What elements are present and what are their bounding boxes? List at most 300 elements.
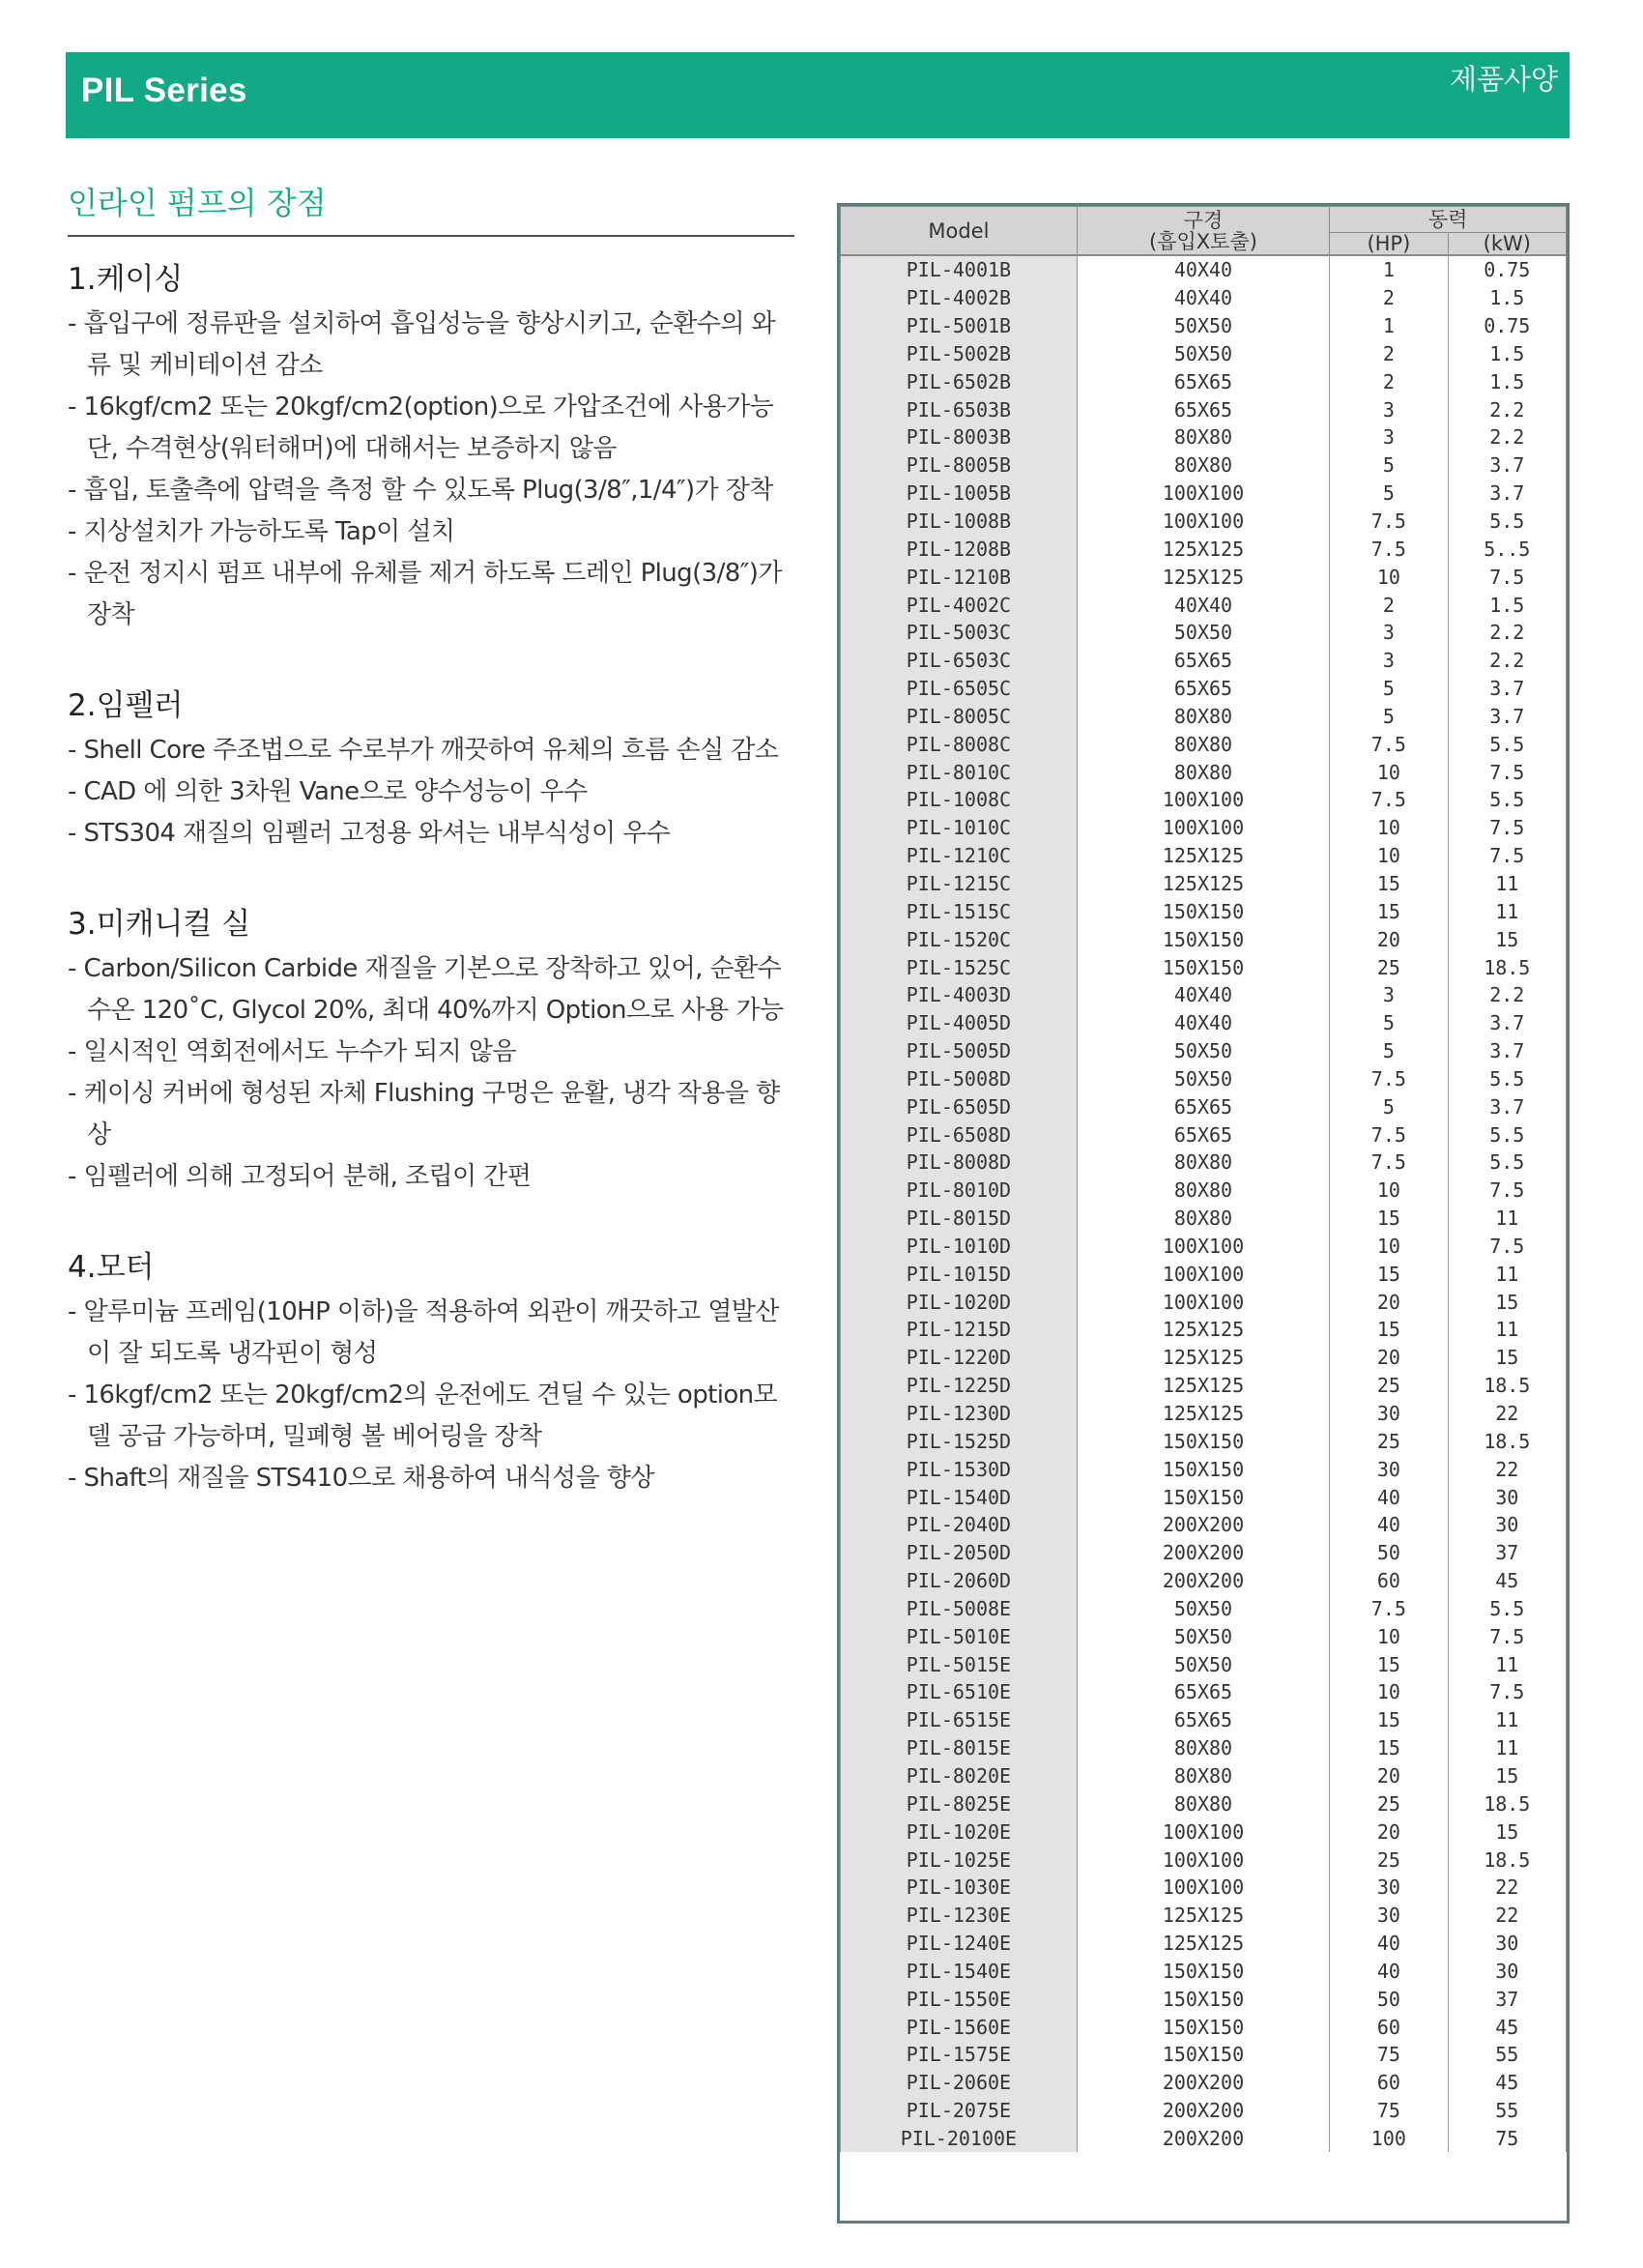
cell-bore: 50X50 xyxy=(1077,340,1329,368)
advantage-item: - 흡입구에 정류판을 설치하여 흡입성능을 향상시키고, 순환수의 와류 및 케비테이션 감소 xyxy=(68,309,776,380)
table-row xyxy=(841,1120,1567,1149)
cell-bore: 40X40 xyxy=(1077,981,1329,1009)
cell-hp: 7.5 xyxy=(1330,1064,1448,1092)
cell-hp: 10 xyxy=(1330,1233,1448,1261)
cell-bore: 100X100 xyxy=(1077,1846,1329,1874)
cell-kw: 3.7 xyxy=(1448,675,1566,703)
cell-bore: 65X65 xyxy=(1077,1092,1329,1120)
advantage-section-title: 2.임펠러 xyxy=(68,688,184,723)
cell-model: PIL-1560E xyxy=(841,2013,1078,2041)
table-row xyxy=(841,703,1567,731)
table-row xyxy=(841,1539,1567,1567)
table-row xyxy=(841,1985,1567,2013)
cell-bore: 125X125 xyxy=(1077,1316,1329,1344)
advantages-sections xyxy=(68,254,794,1499)
section-label: 제품사양 xyxy=(1449,63,1558,96)
cell-kw: 2.2 xyxy=(1448,619,1566,647)
cell-model: PIL-8020E xyxy=(841,1762,1078,1790)
table-row xyxy=(841,897,1567,925)
cell-model: PIL-2050D xyxy=(841,1539,1078,1567)
cell-kw: 18.5 xyxy=(1448,1427,1566,1455)
cell-hp: 10 xyxy=(1330,1622,1448,1650)
cell-model: PIL-6503C xyxy=(841,647,1078,675)
table-row xyxy=(841,1817,1567,1846)
cell-kw: 75 xyxy=(1448,2125,1566,2153)
cell-hp: 15 xyxy=(1330,897,1448,925)
cell-kw: 11 xyxy=(1448,1734,1566,1762)
cell-kw: 22 xyxy=(1448,1455,1566,1483)
cell-bore: 50X50 xyxy=(1077,619,1329,647)
table-row xyxy=(841,1344,1567,1372)
advantage-section-title: 1.케이싱 xyxy=(68,262,184,297)
cell-bore: 50X50 xyxy=(1077,1622,1329,1650)
cell-model: PIL-1215D xyxy=(841,1316,1078,1344)
cell-kw: 5..5 xyxy=(1448,535,1566,563)
cell-hp: 30 xyxy=(1330,1455,1448,1483)
cell-kw: 3.7 xyxy=(1448,1009,1566,1037)
cell-bore: 200X200 xyxy=(1077,2125,1329,2153)
cell-kw: 7.5 xyxy=(1448,1177,1566,1205)
cell-hp: 15 xyxy=(1330,1734,1448,1762)
cell-model: PIL-8008C xyxy=(841,730,1078,758)
cell-bore: 150X150 xyxy=(1077,1957,1329,1985)
cell-kw: 18.5 xyxy=(1448,1372,1566,1400)
cell-kw: 11 xyxy=(1448,897,1566,925)
advantage-item: - 16kgf/cm2 또는 20kgf/cm2(option)으로 가압조건에 사용가능 단, 수격현상(워터해머)에 대해서는 보증하지 않음 xyxy=(68,393,774,463)
cell-hp: 2 xyxy=(1330,340,1448,368)
cell-kw: 3.7 xyxy=(1448,1092,1566,1120)
cell-hp: 5 xyxy=(1330,675,1448,703)
cell-hp: 40 xyxy=(1330,1957,1448,1985)
cell-bore: 50X50 xyxy=(1077,1037,1329,1065)
cell-hp: 10 xyxy=(1330,814,1448,842)
cell-bore: 150X150 xyxy=(1077,1483,1329,1511)
cell-hp: 10 xyxy=(1330,563,1448,591)
cell-model: PIL-1008C xyxy=(841,786,1078,814)
cell-hp: 5 xyxy=(1330,1009,1448,1037)
cell-hp: 60 xyxy=(1330,2013,1448,2041)
cell-kw: 15 xyxy=(1448,1817,1566,1846)
cell-hp: 2 xyxy=(1330,591,1448,619)
cell-model: PIL-4005D xyxy=(841,1009,1078,1037)
cell-kw: 5.5 xyxy=(1448,1149,1566,1177)
cell-model: PIL-5008E xyxy=(841,1595,1078,1623)
advantage-item: - Carbon/Silicon Carbide 재질을 기본으로 장착하고 있어, 순환수 수온 120˚C, Glycol 20%, 최대 40%까지 Option으로 사용 가능 xyxy=(68,954,784,1025)
cell-hp: 20 xyxy=(1330,925,1448,953)
cell-kw: 2.2 xyxy=(1448,423,1566,451)
cell-model: PIL-8008D xyxy=(841,1149,1078,1177)
cell-model: PIL-8005B xyxy=(841,451,1078,480)
advantages-heading: 인라인 펌프의 장점 xyxy=(68,179,794,237)
cell-hp: 3 xyxy=(1330,423,1448,451)
cell-kw: 22 xyxy=(1448,1874,1566,1902)
cell-model: PIL-6505C xyxy=(841,675,1078,703)
advantage-item: - 알루미늄 프레임(10HP 이하)을 적용하여 외관이 깨끗하고 열발산이 잘 되도록 냉각핀이 형성 xyxy=(68,1297,779,1368)
table-row xyxy=(841,953,1567,981)
cell-bore: 200X200 xyxy=(1077,1567,1329,1595)
cell-hp: 25 xyxy=(1330,1846,1448,1874)
cell-hp: 25 xyxy=(1330,1372,1448,1400)
cell-model: PIL-1015D xyxy=(841,1260,1078,1288)
table-row xyxy=(841,1706,1567,1734)
cell-kw: 2.2 xyxy=(1448,981,1566,1009)
table-row xyxy=(841,1957,1567,1985)
table-row xyxy=(841,2041,1567,2069)
table-row xyxy=(841,1205,1567,1233)
cell-bore: 80X80 xyxy=(1077,1177,1329,1205)
advantages-panel xyxy=(68,179,794,1544)
cell-kw: 5.5 xyxy=(1448,730,1566,758)
cell-kw: 7.5 xyxy=(1448,1233,1566,1261)
cell-bore: 40X40 xyxy=(1077,591,1329,619)
cell-model: PIL-1230D xyxy=(841,1400,1078,1428)
cell-kw: 2.2 xyxy=(1448,395,1566,423)
cell-bore: 125X125 xyxy=(1077,1400,1329,1428)
cell-bore: 65X65 xyxy=(1077,367,1329,395)
cell-kw: 3.7 xyxy=(1448,480,1566,508)
cell-bore: 65X65 xyxy=(1077,1120,1329,1149)
cell-model: PIL-6508D xyxy=(841,1120,1078,1149)
series-title: PIL Series xyxy=(81,72,247,109)
cell-hp: 7.5 xyxy=(1330,1120,1448,1149)
cell-kw: 30 xyxy=(1448,1483,1566,1511)
cell-model: PIL-1010D xyxy=(841,1233,1078,1261)
table-row xyxy=(841,395,1567,423)
cell-bore: 150X150 xyxy=(1077,897,1329,925)
cell-hp: 2 xyxy=(1330,367,1448,395)
cell-model: PIL-5008D xyxy=(841,1064,1078,1092)
cell-model: PIL-5002B xyxy=(841,340,1078,368)
cell-hp: 15 xyxy=(1330,1650,1448,1678)
advantage-list xyxy=(68,730,794,855)
cell-model: PIL-5001B xyxy=(841,312,1078,340)
header-power: 동력 xyxy=(1330,207,1567,233)
cell-hp: 5 xyxy=(1330,1037,1448,1065)
cell-hp: 75 xyxy=(1330,2097,1448,2125)
cell-hp: 3 xyxy=(1330,647,1448,675)
table-row xyxy=(841,535,1567,563)
cell-bore: 100X100 xyxy=(1077,508,1329,536)
cell-hp: 60 xyxy=(1330,2069,1448,2097)
page-header xyxy=(66,52,1570,138)
table-row xyxy=(841,1092,1567,1120)
cell-model: PIL-2060D xyxy=(841,1567,1078,1595)
table-row xyxy=(841,1762,1567,1790)
cell-hp: 15 xyxy=(1330,870,1448,898)
cell-bore: 100X100 xyxy=(1077,814,1329,842)
cell-hp: 3 xyxy=(1330,981,1448,1009)
cell-kw: 37 xyxy=(1448,1539,1566,1567)
advantage-item: - 케이싱 커버에 형성된 자체 Flushing 구멍은 윤활, 냉각 작용을 향상 xyxy=(68,1079,780,1149)
table-row xyxy=(841,367,1567,395)
cell-kw: 22 xyxy=(1448,1400,1566,1428)
cell-bore: 80X80 xyxy=(1077,1149,1329,1177)
cell-kw: 3.7 xyxy=(1448,703,1566,731)
table-row xyxy=(841,2125,1567,2153)
cell-hp: 7.5 xyxy=(1330,1595,1448,1623)
header-bore xyxy=(1077,207,1329,256)
table-row xyxy=(841,1595,1567,1623)
table-row xyxy=(841,1316,1567,1344)
cell-hp: 30 xyxy=(1330,1902,1448,1930)
cell-hp: 5 xyxy=(1330,1092,1448,1120)
cell-model: PIL-8003B xyxy=(841,423,1078,451)
advantage-item: - 운전 정지시 펌프 내부에 유체를 제거 하도록 드레인 Plug(3/8″)가 장착 xyxy=(68,559,782,629)
advantage-section xyxy=(68,1242,794,1499)
cell-hp: 15 xyxy=(1330,1316,1448,1344)
cell-bore: 50X50 xyxy=(1077,1595,1329,1623)
cell-model: PIL-2040D xyxy=(841,1511,1078,1539)
cell-kw: 11 xyxy=(1448,1205,1566,1233)
table-row xyxy=(841,1455,1567,1483)
cell-model: PIL-1020E xyxy=(841,1817,1078,1846)
cell-model: PIL-1025E xyxy=(841,1846,1078,1874)
cell-hp: 40 xyxy=(1330,1511,1448,1539)
table-row xyxy=(841,423,1567,451)
cell-bore: 50X50 xyxy=(1077,312,1329,340)
cell-kw: 55 xyxy=(1448,2097,1566,2125)
table-row xyxy=(841,1789,1567,1817)
table-row xyxy=(841,591,1567,619)
header-kw: (kW) xyxy=(1448,233,1566,256)
table-row xyxy=(841,1177,1567,1205)
table-row xyxy=(841,842,1567,870)
cell-kw: 18.5 xyxy=(1448,1789,1566,1817)
cell-model: PIL-1225D xyxy=(841,1372,1078,1400)
table-row xyxy=(841,2013,1567,2041)
cell-model: PIL-4002C xyxy=(841,591,1078,619)
cell-bore: 125X125 xyxy=(1077,842,1329,870)
cell-bore: 80X80 xyxy=(1077,730,1329,758)
table-row xyxy=(841,647,1567,675)
cell-bore: 150X150 xyxy=(1077,1455,1329,1483)
cell-bore: 125X125 xyxy=(1077,1344,1329,1372)
cell-model: PIL-1520C xyxy=(841,925,1078,953)
header-model: Model xyxy=(841,207,1078,256)
cell-model: PIL-8010C xyxy=(841,758,1078,786)
spec-table xyxy=(840,206,1567,2152)
cell-bore: 150X150 xyxy=(1077,953,1329,981)
table-row xyxy=(841,1233,1567,1261)
table-row xyxy=(841,619,1567,647)
cell-kw: 5.5 xyxy=(1448,786,1566,814)
cell-model: PIL-1540E xyxy=(841,1957,1078,1985)
table-row xyxy=(841,1009,1567,1037)
table-row xyxy=(841,814,1567,842)
cell-model: PIL-4001B xyxy=(841,255,1078,284)
cell-kw: 3.7 xyxy=(1448,451,1566,480)
table-row xyxy=(841,1874,1567,1902)
cell-bore: 200X200 xyxy=(1077,2097,1329,2125)
cell-hp: 60 xyxy=(1330,1567,1448,1595)
cell-kw: 7.5 xyxy=(1448,1678,1566,1706)
cell-hp: 30 xyxy=(1330,1874,1448,1902)
cell-kw: 5.5 xyxy=(1448,508,1566,536)
cell-kw: 45 xyxy=(1448,1567,1566,1595)
cell-kw: 11 xyxy=(1448,1260,1566,1288)
cell-hp: 20 xyxy=(1330,1762,1448,1790)
cell-model: PIL-1550E xyxy=(841,1985,1078,2013)
cell-hp: 40 xyxy=(1330,1930,1448,1958)
cell-bore: 150X150 xyxy=(1077,925,1329,953)
cell-kw: 7.5 xyxy=(1448,563,1566,591)
cell-bore: 40X40 xyxy=(1077,1009,1329,1037)
cell-hp: 10 xyxy=(1330,842,1448,870)
table-row xyxy=(841,563,1567,591)
cell-kw: 2.2 xyxy=(1448,647,1566,675)
cell-model: PIL-5015E xyxy=(841,1650,1078,1678)
table-row xyxy=(841,675,1567,703)
table-row xyxy=(841,451,1567,480)
advantage-item: - CAD 에 의한 3차원 Vane으로 양수성능이 우수 xyxy=(68,777,588,806)
cell-kw: 15 xyxy=(1448,1762,1566,1790)
cell-kw: 5.5 xyxy=(1448,1120,1566,1149)
cell-model: PIL-8025E xyxy=(841,1789,1078,1817)
cell-model: PIL-1208B xyxy=(841,535,1078,563)
cell-model: PIL-5003C xyxy=(841,619,1078,647)
cell-hp: 7.5 xyxy=(1330,535,1448,563)
cell-bore: 80X80 xyxy=(1077,758,1329,786)
cell-bore: 125X125 xyxy=(1077,1930,1329,1958)
cell-bore: 150X150 xyxy=(1077,2013,1329,2041)
cell-model: PIL-6502B xyxy=(841,367,1078,395)
cell-bore: 125X125 xyxy=(1077,1372,1329,1400)
cell-kw: 5.5 xyxy=(1448,1595,1566,1623)
cell-bore: 65X65 xyxy=(1077,675,1329,703)
advantage-item: - 흡입, 토출측에 압력을 측정 할 수 있도록 Plug(3/8″,1/4″)가 장착 xyxy=(68,476,773,505)
table-row xyxy=(841,981,1567,1009)
cell-kw: 30 xyxy=(1448,1930,1566,1958)
cell-hp: 10 xyxy=(1330,758,1448,786)
cell-kw: 45 xyxy=(1448,2013,1566,2041)
advantage-section xyxy=(68,899,794,1198)
cell-hp: 7.5 xyxy=(1330,730,1448,758)
cell-bore: 50X50 xyxy=(1077,1650,1329,1678)
table-row xyxy=(841,1511,1567,1539)
table-row xyxy=(841,730,1567,758)
cell-bore: 150X150 xyxy=(1077,1427,1329,1455)
cell-bore: 65X65 xyxy=(1077,395,1329,423)
cell-bore: 65X65 xyxy=(1077,1678,1329,1706)
cell-kw: 3.7 xyxy=(1448,1037,1566,1065)
cell-kw: 11 xyxy=(1448,1706,1566,1734)
cell-bore: 40X40 xyxy=(1077,255,1329,284)
cell-model: PIL-1575E xyxy=(841,2041,1078,2069)
cell-hp: 25 xyxy=(1330,953,1448,981)
cell-hp: 50 xyxy=(1330,1985,1448,2013)
cell-model: PIL-8015E xyxy=(841,1734,1078,1762)
cell-kw: 5.5 xyxy=(1448,1064,1566,1092)
table-row xyxy=(841,1650,1567,1678)
cell-bore: 100X100 xyxy=(1077,1817,1329,1846)
cell-kw: 1.5 xyxy=(1448,591,1566,619)
cell-kw: 1.5 xyxy=(1448,284,1566,312)
cell-bore: 80X80 xyxy=(1077,1789,1329,1817)
table-row xyxy=(841,1902,1567,1930)
cell-bore: 125X125 xyxy=(1077,870,1329,898)
cell-hp: 10 xyxy=(1330,1177,1448,1205)
cell-hp: 3 xyxy=(1330,619,1448,647)
cell-bore: 80X80 xyxy=(1077,423,1329,451)
cell-kw: 45 xyxy=(1448,2069,1566,2097)
cell-hp: 20 xyxy=(1330,1288,1448,1316)
cell-hp: 20 xyxy=(1330,1344,1448,1372)
spec-table-container xyxy=(837,203,1570,2224)
advantage-item: - 일시적인 역회전에서도 누수가 되지 않음 xyxy=(68,1037,516,1066)
table-row xyxy=(841,1288,1567,1316)
cell-bore: 80X80 xyxy=(1077,451,1329,480)
advantage-section xyxy=(68,254,794,636)
table-row xyxy=(841,1149,1567,1177)
table-row xyxy=(841,1260,1567,1288)
cell-bore: 80X80 xyxy=(1077,1734,1329,1762)
cell-model: PIL-1005B xyxy=(841,480,1078,508)
table-row xyxy=(841,284,1567,312)
cell-bore: 125X125 xyxy=(1077,535,1329,563)
cell-model: PIL-4002B xyxy=(841,284,1078,312)
cell-model: PIL-5010E xyxy=(841,1622,1078,1650)
spec-table-body xyxy=(841,255,1567,2152)
cell-model: PIL-1530D xyxy=(841,1455,1078,1483)
cell-kw: 1.5 xyxy=(1448,367,1566,395)
cell-kw: 7.5 xyxy=(1448,1622,1566,1650)
cell-hp: 5 xyxy=(1330,451,1448,480)
cell-model: PIL-8010D xyxy=(841,1177,1078,1205)
cell-kw: 11 xyxy=(1448,1650,1566,1678)
cell-hp: 7.5 xyxy=(1330,508,1448,536)
cell-bore: 40X40 xyxy=(1077,284,1329,312)
cell-hp: 25 xyxy=(1330,1427,1448,1455)
cell-model: PIL-1525D xyxy=(841,1427,1078,1455)
cell-kw: 7.5 xyxy=(1448,842,1566,870)
table-row xyxy=(841,480,1567,508)
cell-bore: 100X100 xyxy=(1077,786,1329,814)
cell-model: PIL-1215C xyxy=(841,870,1078,898)
cell-hp: 100 xyxy=(1330,2125,1448,2153)
cell-bore: 65X65 xyxy=(1077,1706,1329,1734)
table-row xyxy=(841,1483,1567,1511)
table-row xyxy=(841,1064,1567,1092)
cell-model: PIL-20100E xyxy=(841,2125,1078,2153)
cell-hp: 1 xyxy=(1330,255,1448,284)
cell-kw: 15 xyxy=(1448,1344,1566,1372)
cell-hp: 15 xyxy=(1330,1260,1448,1288)
cell-kw: 15 xyxy=(1448,925,1566,953)
cell-hp: 50 xyxy=(1330,1539,1448,1567)
advantage-section xyxy=(68,681,794,855)
cell-kw: 1.5 xyxy=(1448,340,1566,368)
cell-hp: 7.5 xyxy=(1330,1149,1448,1177)
cell-model: PIL-1515C xyxy=(841,897,1078,925)
table-row xyxy=(841,1567,1567,1595)
cell-kw: 7.5 xyxy=(1448,814,1566,842)
cell-bore: 100X100 xyxy=(1077,1233,1329,1261)
cell-bore: 80X80 xyxy=(1077,1205,1329,1233)
cell-kw: 22 xyxy=(1448,1902,1566,1930)
table-row xyxy=(841,1846,1567,1874)
cell-bore: 100X100 xyxy=(1077,1260,1329,1288)
table-row xyxy=(841,1734,1567,1762)
cell-bore: 200X200 xyxy=(1077,1539,1329,1567)
header-bore-sub: (흡입X토출) xyxy=(1149,229,1257,253)
cell-bore: 150X150 xyxy=(1077,2041,1329,2069)
advantage-item: - Shaft의 재질을 STS410으로 채용하여 내식성을 향상 xyxy=(68,1464,654,1493)
cell-model: PIL-6515E xyxy=(841,1706,1078,1734)
cell-kw: 0.75 xyxy=(1448,312,1566,340)
table-row xyxy=(841,312,1567,340)
advantage-item: - 지상설치가 가능하도록 Tap이 설치 xyxy=(68,517,455,546)
cell-model: PIL-6505D xyxy=(841,1092,1078,1120)
